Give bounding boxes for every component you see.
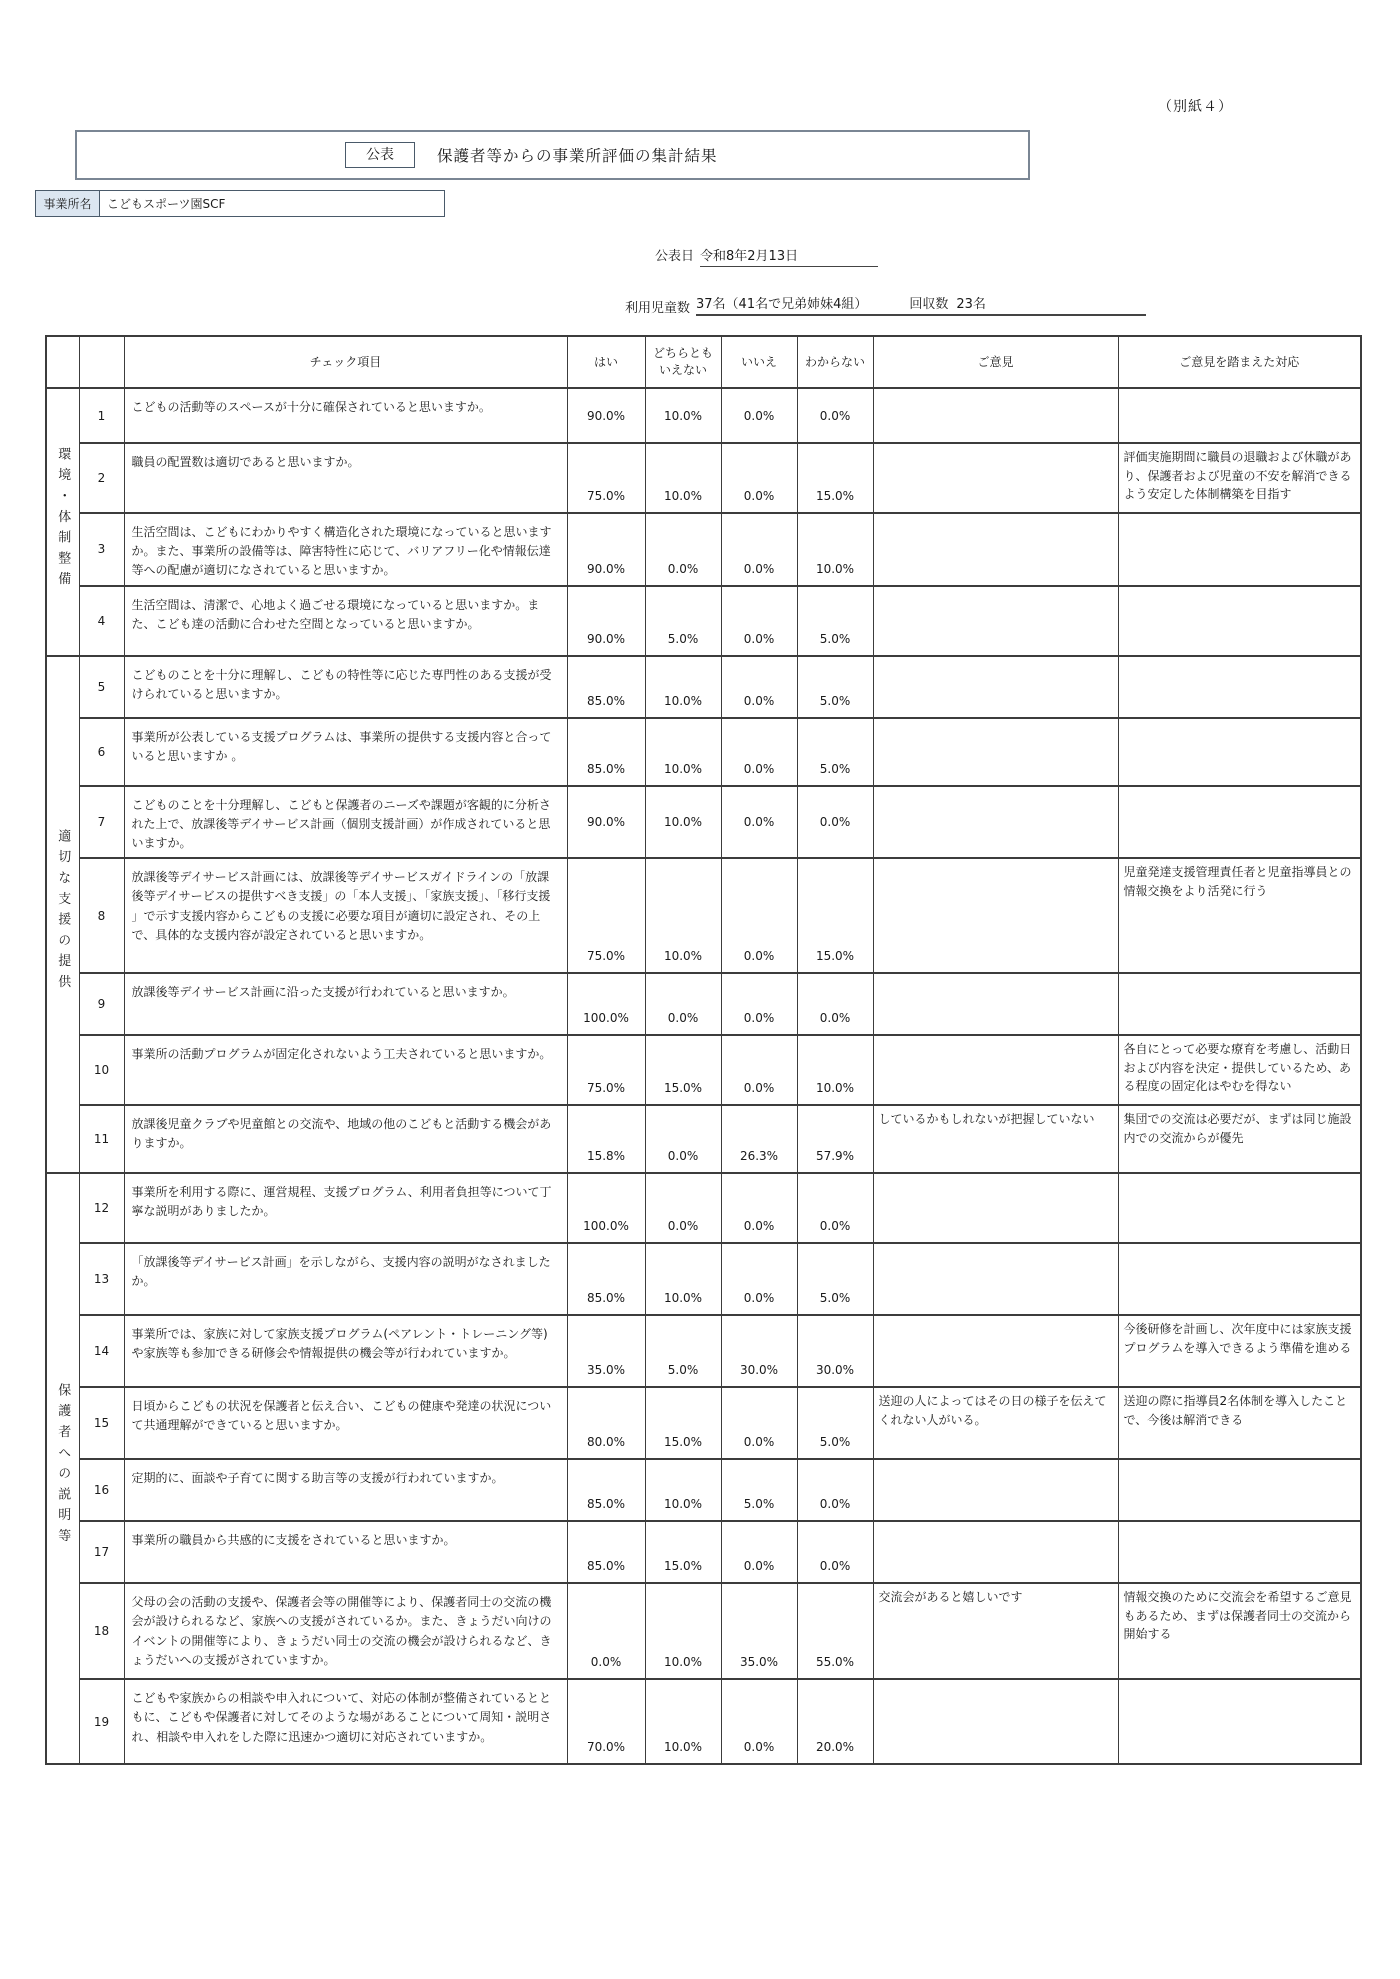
- pct-unknown: 5.0%: [797, 656, 873, 718]
- pct-yes: 85.0%: [567, 718, 645, 786]
- pct-neither: 10.0%: [645, 858, 721, 973]
- opinion-cell: [873, 786, 1118, 859]
- col-number: [79, 336, 124, 388]
- opinion-cell: [873, 1679, 1118, 1764]
- table-row: [46, 1679, 1361, 1764]
- opinion-cell: 交流会があると嬉しいです: [873, 1583, 1118, 1679]
- row-number: 14: [79, 1315, 124, 1387]
- pct-yes: 85.0%: [567, 1459, 645, 1521]
- pct-unknown: 5.0%: [797, 718, 873, 786]
- office-name-label: 事業所名: [35, 190, 100, 217]
- pct-no: 5.0%: [721, 1459, 797, 1521]
- pct-no: 0.0%: [721, 656, 797, 718]
- row-number: 12: [79, 1173, 124, 1243]
- attachment-note: （別紙４）: [1158, 99, 1233, 115]
- pct-unknown: 0.0%: [797, 1173, 873, 1243]
- opinion-cell: [873, 1243, 1118, 1315]
- table-row: [46, 718, 1361, 786]
- title-box: [75, 130, 1030, 180]
- pct-yes: 90.0%: [567, 388, 645, 443]
- pct-yes: 15.8%: [567, 1105, 645, 1173]
- col-yes: はい: [567, 336, 645, 388]
- response-cell: [1118, 586, 1361, 656]
- opinion-cell: [873, 1035, 1118, 1105]
- publish-stamp: 公表: [345, 142, 415, 168]
- response-cell: [1118, 1521, 1361, 1583]
- evaluation-table: [45, 335, 1362, 1765]
- pct-no: 35.0%: [721, 1583, 797, 1679]
- pct-yes: 85.0%: [567, 1521, 645, 1583]
- category-environment: 環境・体制整備: [46, 388, 79, 656]
- opinion-cell: [873, 1315, 1118, 1387]
- col-no: いいえ: [721, 336, 797, 388]
- pct-yes: 85.0%: [567, 656, 645, 718]
- pct-unknown: 15.0%: [797, 858, 873, 973]
- col-opinion: ご意見: [873, 336, 1118, 388]
- check-item: 事業所が公表している支援プログラムは、事業所の提供する支援内容と合っていると思いますか 。: [124, 718, 567, 786]
- check-item: 事業所を利用する際に、運営規程、支援プログラム、利用者負担等について丁寧な説明がありましたか。: [124, 1173, 567, 1243]
- pct-neither: 10.0%: [645, 718, 721, 786]
- response-cell: 今後研修を計画し、次年度中には家族支援プログラムを導入できるよう準備を進める: [1118, 1315, 1361, 1387]
- table-row: [46, 586, 1361, 656]
- check-item: こどものことを十分に理解し、こどもの特性等に応じた専門性のある支援が受けられていると思いますか。: [124, 656, 567, 718]
- pct-neither: 10.0%: [645, 786, 721, 859]
- pct-no: 0.0%: [721, 1679, 797, 1764]
- response-cell: [1118, 1679, 1361, 1764]
- row-number: 15: [79, 1387, 124, 1459]
- table-row: [46, 513, 1361, 586]
- pct-neither: 15.0%: [645, 1035, 721, 1105]
- header-row: [46, 336, 1361, 388]
- response-cell: 評価実施期間に職員の退職および休職があり、保護者および児童の不安を解消できるよう安定した体制構築を目指す: [1118, 443, 1361, 513]
- col-category: [46, 336, 79, 388]
- check-item: 生活空間は、こどもにわかりやすく構造化された環境になっていると思いますか。また、事業所の設備等は、障害特性に応じて、バリアフリー化や情報伝達等への配慮が適切になされていると思いますか。: [124, 513, 567, 586]
- row-number: 10: [79, 1035, 124, 1105]
- pct-neither: 5.0%: [645, 586, 721, 656]
- pct-no: 0.0%: [721, 513, 797, 586]
- row-number: 4: [79, 586, 124, 656]
- opinion-cell: [873, 443, 1118, 513]
- response-cell: 集団での交流は必要だが、まずは同じ施設内での交流からが優先: [1118, 1105, 1361, 1173]
- response-cell: [1118, 656, 1361, 718]
- counts-line: [625, 293, 1146, 316]
- pct-neither: 15.0%: [645, 1387, 721, 1459]
- table-row: [46, 1521, 1361, 1583]
- pct-unknown: 0.0%: [797, 1459, 873, 1521]
- children-count-value: 37名（41名で兄弟姉妹4組）: [696, 297, 868, 312]
- pct-yes: 85.0%: [567, 1243, 645, 1315]
- check-item: こどものことを十分理解し、こどもと保護者のニーズや課題が客観的に分析された上で、放課後等デイサービス計画（個別支援計画）が作成されていると思いますか。: [124, 786, 567, 859]
- pct-no: 0.0%: [721, 1387, 797, 1459]
- pct-yes: 100.0%: [567, 973, 645, 1035]
- pct-neither: 10.0%: [645, 443, 721, 513]
- page-title: 保護者等からの事業所評価の集計結果: [437, 147, 718, 165]
- pct-no: 0.0%: [721, 586, 797, 656]
- pct-neither: 10.0%: [645, 656, 721, 718]
- check-item: 日頃からこどもの状況を保護者と伝え合い、こどもの健康や発達の状況について共通理解ができていると思いますか。: [124, 1387, 567, 1459]
- table-row: [46, 443, 1361, 513]
- check-item: 放課後児童クラブや児童館との交流や、地域の他のこどもと活動する機会がありますか。: [124, 1105, 567, 1173]
- check-item: 放課後等デイサービス計画に沿った支援が行われていると思いますか。: [124, 973, 567, 1035]
- pct-yes: 75.0%: [567, 443, 645, 513]
- row-number: 2: [79, 443, 124, 513]
- pct-neither: 0.0%: [645, 1105, 721, 1173]
- table-row: [46, 1243, 1361, 1315]
- pct-unknown: 0.0%: [797, 973, 873, 1035]
- pct-unknown: 15.0%: [797, 443, 873, 513]
- check-item: 「放課後等デイサービス計画」を示しながら、支援内容の説明がなされましたか。: [124, 1243, 567, 1315]
- response-cell: [1118, 973, 1361, 1035]
- opinion-cell: [873, 513, 1118, 586]
- pct-neither: 0.0%: [645, 1173, 721, 1243]
- table-row: [46, 1315, 1361, 1387]
- pct-no: 0.0%: [721, 786, 797, 859]
- collected-count-label: 回収数: [909, 297, 949, 312]
- table-row: [46, 388, 1361, 443]
- check-item: 職員の配置数は適切であると思いますか。: [124, 443, 567, 513]
- pct-unknown: 0.0%: [797, 1521, 873, 1583]
- check-item: こどもや家族からの相談や申入れについて、対応の体制が整備されているとともに、こどもや保護者に対してそのような場があることについて周知・説明され、相談や申入れをした際に迅速かつ適切に対応されていますか。: [124, 1679, 567, 1764]
- table-row: [46, 786, 1361, 859]
- col-neither: どちらとも いえない: [645, 336, 721, 388]
- opinion-cell: [873, 586, 1118, 656]
- table-row: [46, 1459, 1361, 1521]
- pct-neither: 10.0%: [645, 1679, 721, 1764]
- pct-no: 0.0%: [721, 858, 797, 973]
- office-name-value: こどもスポーツ園SCF: [100, 190, 445, 217]
- response-cell: 児童発達支援管理責任者と児童指導員との情報交換をより活発に行う: [1118, 858, 1361, 973]
- opinion-cell: [873, 858, 1118, 973]
- row-number: 7: [79, 786, 124, 859]
- category-explanation: 保護者への説明等: [46, 1173, 79, 1764]
- pct-neither: 0.0%: [645, 513, 721, 586]
- check-item: 放課後等デイサービス計画には、放課後等デイサービスガイドラインの「放課後等デイサービスの提供すべき支援」の「本人支援」、「家族支援」、「移行支援 」で示す支援内容からこどもの支援に必要な項目が適切に設定され、その上で、具体的な支援内容が設定されていると思いますか。: [124, 858, 567, 973]
- table-row: [46, 1105, 1361, 1173]
- row-number: 13: [79, 1243, 124, 1315]
- response-cell: 送迎の際に指導員2名体制を導入したことで、今後は解消できる: [1118, 1387, 1361, 1459]
- pct-unknown: 0.0%: [797, 786, 873, 859]
- opinion-cell: [873, 718, 1118, 786]
- table-row: [46, 858, 1361, 973]
- row-number: 17: [79, 1521, 124, 1583]
- response-cell: [1118, 786, 1361, 859]
- opinion-cell: [873, 656, 1118, 718]
- pct-unknown: 10.0%: [797, 513, 873, 586]
- row-number: 3: [79, 513, 124, 586]
- col-unknown: わからない: [797, 336, 873, 388]
- pct-no: 0.0%: [721, 388, 797, 443]
- pct-yes: 100.0%: [567, 1173, 645, 1243]
- table-row: [46, 973, 1361, 1035]
- pct-neither: 10.0%: [645, 1583, 721, 1679]
- col-check-item: チェック項目: [124, 336, 567, 388]
- pct-unknown: 5.0%: [797, 586, 873, 656]
- table-row: [46, 1173, 1361, 1243]
- opinion-cell: しているかもしれないが把握していない: [873, 1105, 1118, 1173]
- pct-yes: 0.0%: [567, 1583, 645, 1679]
- response-cell: [1118, 1459, 1361, 1521]
- pct-no: 26.3%: [721, 1105, 797, 1173]
- pct-no: 0.0%: [721, 1521, 797, 1583]
- pct-unknown: 5.0%: [797, 1243, 873, 1315]
- row-number: 19: [79, 1679, 124, 1764]
- pct-no: 0.0%: [721, 973, 797, 1035]
- response-cell: 各自にとって必要な療育を考慮し、活動日および内容を決定・提供しているため、ある程度の固定化はやむを得ない: [1118, 1035, 1361, 1105]
- check-item: 事業所の職員から共感的に支援をされていると思いますか。: [124, 1521, 567, 1583]
- office-name-row: [35, 190, 445, 217]
- pct-no: 0.0%: [721, 1173, 797, 1243]
- check-item: 事業所では、家族に対して家族支援プログラム(ペアレント・トレーニング等)や家族等も参加できる研修会や情報提供の機会等が行われていますか。: [124, 1315, 567, 1387]
- pct-no: 0.0%: [721, 443, 797, 513]
- pct-unknown: 30.0%: [797, 1315, 873, 1387]
- response-cell: 情報交換のために交流会を希望するご意見もあるため、まずは保護者同士の交流から開始する: [1118, 1583, 1361, 1679]
- check-item: 父母の会の活動の支援や、保護者会等の開催等により、保護者同士の交流の機会が設けられるなど、家族への支援がされているか。また、きょうだい向けのイベントの開催等により、きょうだい同士の交流の機会が設けられるなど、きょうだいへの支援がされていますか。: [124, 1583, 567, 1679]
- pct-yes: 75.0%: [567, 858, 645, 973]
- response-cell: [1118, 1173, 1361, 1243]
- pct-unknown: 0.0%: [797, 388, 873, 443]
- pct-yes: 90.0%: [567, 513, 645, 586]
- opinion-cell: [873, 1521, 1118, 1583]
- pct-yes: 70.0%: [567, 1679, 645, 1764]
- pct-neither: 5.0%: [645, 1315, 721, 1387]
- row-number: 6: [79, 718, 124, 786]
- publish-date-value: 令和8年2月13日: [700, 245, 878, 267]
- pct-no: 0.0%: [721, 1243, 797, 1315]
- col-response: ご意見を踏まえた対応: [1118, 336, 1361, 388]
- row-number: 9: [79, 973, 124, 1035]
- check-item: 定期的に、面談や子育てに関する助言等の支援が行われていますか。: [124, 1459, 567, 1521]
- publish-date-label: 公表日: [655, 249, 695, 264]
- pct-neither: 15.0%: [645, 1521, 721, 1583]
- table-row: [46, 1583, 1361, 1679]
- category-support: 適切な支援の提供: [46, 656, 79, 1174]
- pct-no: 0.0%: [721, 1035, 797, 1105]
- opinion-cell: 送迎の人によってはその日の様子を伝えてくれない人がいる。: [873, 1387, 1118, 1459]
- opinion-cell: [873, 1173, 1118, 1243]
- response-cell: [1118, 1243, 1361, 1315]
- response-cell: [1118, 513, 1361, 586]
- pct-yes: 35.0%: [567, 1315, 645, 1387]
- pct-yes: 90.0%: [567, 786, 645, 859]
- children-count-label: 利用児童数: [625, 301, 691, 316]
- pct-neither: 0.0%: [645, 973, 721, 1035]
- table-row: [46, 1387, 1361, 1459]
- row-number: 1: [79, 388, 124, 443]
- pct-neither: 10.0%: [645, 1243, 721, 1315]
- pct-no: 30.0%: [721, 1315, 797, 1387]
- pct-unknown: 20.0%: [797, 1679, 873, 1764]
- row-number: 5: [79, 656, 124, 718]
- pct-yes: 75.0%: [567, 1035, 645, 1105]
- row-number: 8: [79, 858, 124, 973]
- pct-no: 0.0%: [721, 718, 797, 786]
- collected-count-value: 23名: [956, 297, 986, 312]
- pct-unknown: 5.0%: [797, 1387, 873, 1459]
- pct-neither: 10.0%: [645, 1459, 721, 1521]
- response-cell: [1118, 718, 1361, 786]
- publish-date-line: [655, 245, 878, 267]
- pct-yes: 90.0%: [567, 586, 645, 656]
- table-row: [46, 656, 1361, 718]
- opinion-cell: [873, 973, 1118, 1035]
- pct-yes: 80.0%: [567, 1387, 645, 1459]
- check-item: 生活空間は、清潔で、心地よく過ごせる環境になっていると思いますか。また、こども達の活動に合わせた空間となっていると思いますか。: [124, 586, 567, 656]
- response-cell: [1118, 388, 1361, 443]
- pct-unknown: 55.0%: [797, 1583, 873, 1679]
- check-item: 事業所の活動プログラムが固定化されないよう工夫されていると思いますか。: [124, 1035, 567, 1105]
- row-number: 11: [79, 1105, 124, 1173]
- table-row: [46, 1035, 1361, 1105]
- row-number: 18: [79, 1583, 124, 1679]
- opinion-cell: [873, 1459, 1118, 1521]
- opinion-cell: [873, 388, 1118, 443]
- row-number: 16: [79, 1459, 124, 1521]
- pct-unknown: 57.9%: [797, 1105, 873, 1173]
- pct-neither: 10.0%: [645, 388, 721, 443]
- pct-unknown: 10.0%: [797, 1035, 873, 1105]
- check-item: こどもの活動等のスペースが十分に確保されていると思いますか。: [124, 388, 567, 443]
